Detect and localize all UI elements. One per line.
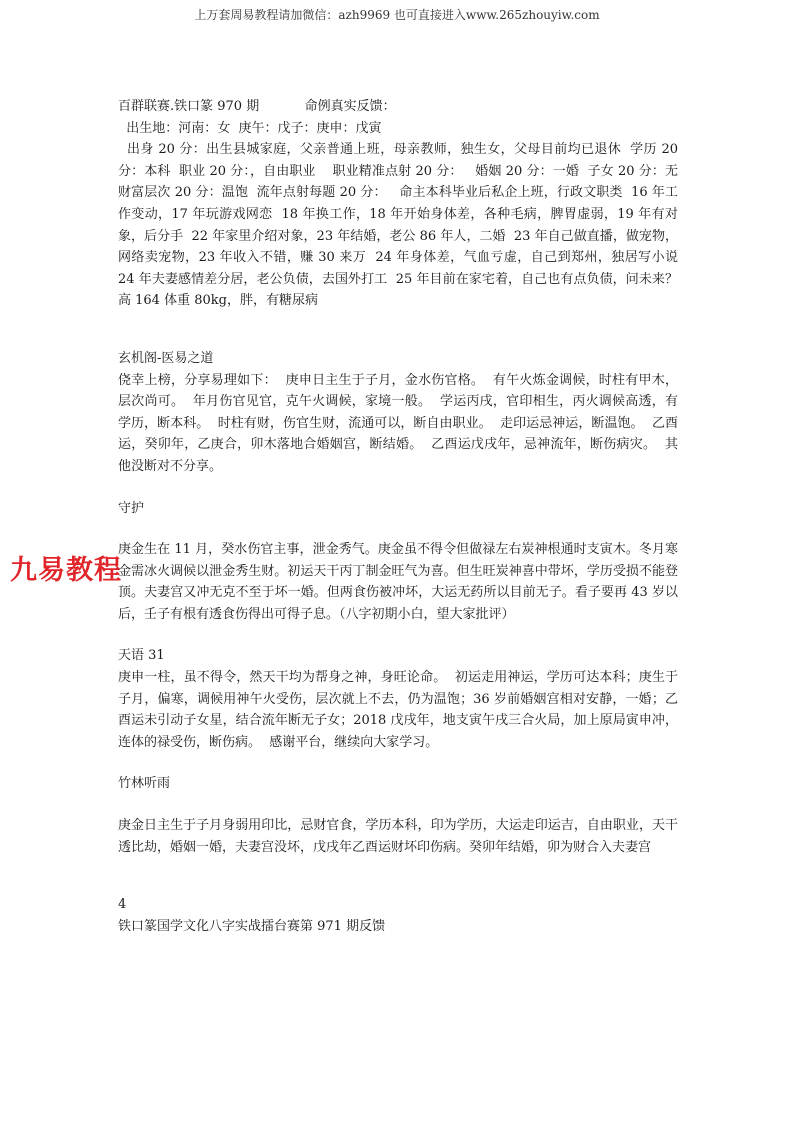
section-line: 侥幸上榜，分享易理如下： 庚申日主生于子月，金水伤官格。 有午火炼金调候，时柱有甲木，层次尚可。 年月伤官见官，克午火调候，家境一般。 学运丙戌，官印相生，丙火调候高透，有学历，断本科。 时柱有财，伤官生财，流通可以，断自由职业。 走印运忌神运，断温饱。 乙酉运，癸卯年，乙庚合，卯木落地合婚姻宫，断结婚。 乙酉运戊戌年，忌神流年，断伤病灾。 其他没断对不分享。 — [118, 372, 678, 474]
spacer — [118, 478, 678, 498]
page-header: 上万套周易教程请加微信：azh9969 也可直接进入www.265zhouyiw.com — [194, 8, 600, 22]
section-line: 庚金日主生于子月身弱用印比，忌财官食，学历本科，印为学历，大运走印运吉，自由职业，天干透比劫，婚姻一婚，夫妻宫没坏，戊戌年乙酉运财坏印伤病。癸卯年结婚，卯为财合入夫妻宫 — [118, 818, 678, 855]
spacer — [118, 753, 678, 773]
section-title: 玄机阁-医易之道 — [118, 350, 214, 366]
spacer — [118, 312, 678, 348]
section-line: 庚申一柱，虽不得令，然天干均为帮身之神，身旺论命。 初运走用神运，学历可达本科；庚生于子月，偏寒，调候用神午火受伤，层次就上不去，仍为温饱；36 岁前婚姻宫相对安静，一婚；乙酉运未引动子女星，结合流年断无子女；2018 戊戌年，地支寅午戌三合火局，加上原局寅申冲，连体的禄受伤，断伤病。 感谢平台，继续向大家学习。 — [118, 670, 678, 750]
section-line: 庚金生在 11 月，癸水伤官主事，泄金秀气。庚金虽不得令但做禄左右炭神根通时支寅木。冬月寒金需冰火调候以泄金秀生财。初运天干丙丁制金旺气为喜。但生旺炭神喜中带坏，学历受损不能登顶。夫妻宫又冲无克不至于坏一婚。但两食伤被冲坏，大运无药所以目前无子。看子要再 43 岁以后，壬子有根有透食伤得出可得子息。（八字初期小白，望大家批评） — [118, 542, 678, 622]
spacer — [118, 519, 678, 539]
document-body — [118, 96, 687, 937]
section-title: 天语 31 — [118, 648, 165, 664]
section-title: 百群联赛.铁口篆 970 期 命例真实反馈： — [118, 99, 396, 114]
spacer — [118, 625, 678, 645]
spacer — [118, 858, 678, 894]
section-line: 出身 20 分：出生县城家庭，父亲普通上班，母亲教师，独生女，父母目前均已退休 学历 20 分：本科 职业 20 分：，自由职业 职业精准点射 20 分： 婚姻 20 分：一婚 子女 20 分：无 财富层次 20 分：温饱 流年点射每题 20 分： 命主本科毕业后私企上班，行政文职类 16 年工作变动，17 年玩游戏网恋 18 年换工作，18 年开始身体差，各种毛病，脾胃虚弱，19 年有对象，后分手 22 年家里介绍对象，23 年结婚，老公 86 年人，二婚 23 年自己做直播，做宠物，网络卖宠物，23 年收入不错，赚 30 来万 24 年身体差，气血亏虚，自己到郑州，独居写小说 24 年夫妻感情差分居，老公负债，去国外打工 25 年目前在家宅着，自己也有点负债，问未来？高 164 体重 80kg，胖，有糖尿病 — [118, 142, 687, 309]
section-line: 出生地：河南：女 庚午：戊子：庚申：戊寅 — [118, 120, 382, 136]
section-title: 守护 — [118, 500, 145, 516]
page-number: 4 — [118, 897, 127, 913]
next-section-title: 铁口篆国学文化八字实战擂台赛第 971 期反馈 — [118, 918, 386, 934]
section-title: 竹林听雨 — [118, 776, 171, 792]
spacer — [118, 795, 678, 815]
watermark-logo: 九易教程 — [10, 555, 122, 586]
